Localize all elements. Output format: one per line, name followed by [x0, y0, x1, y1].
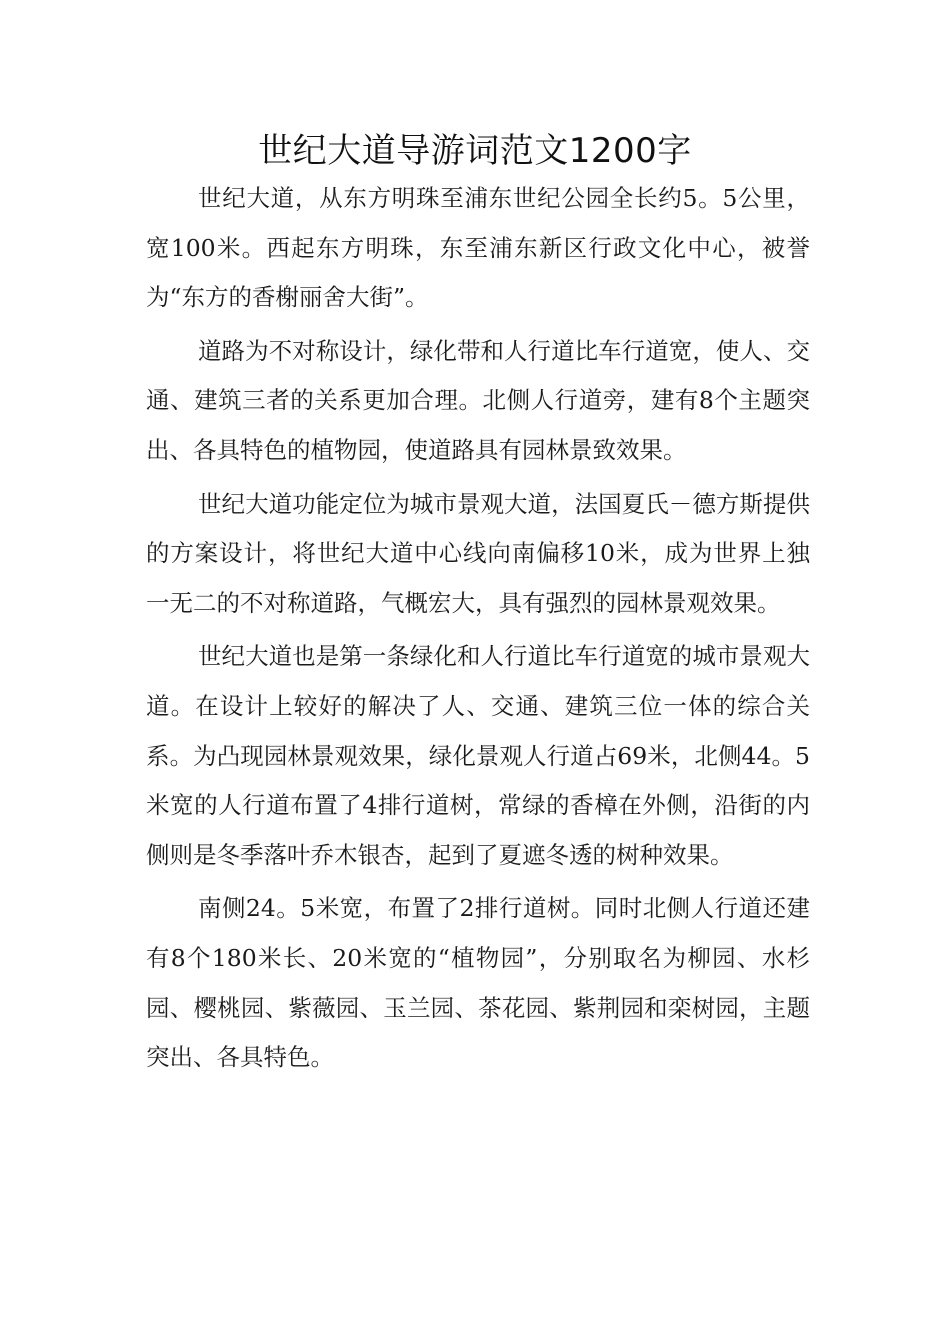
paragraph-2: 道路为不对称设计，绿化带和人行道比车行道宽，使人、交通、建筑三者的关系更加合理。北侧人行道旁，建有8个主题突出、各具特色的植物园，使道路具有园林景致效果。 [146, 336, 810, 464]
paragraph-4: 世纪大道也是第一条绿化和人行道比车行道宽的城市景观大道。在设计上较好的解决了人、交通、建筑三位一体的综合关系。为凸现园林景观效果，绿化景观人行道占69米，北侧44。5米宽的人行道布置了4排行道树，常绿的香樟在外侧，沿街的内侧则是冬季落叶乔木银杏，起到了夏遮冬透的树种效果。 [146, 642, 810, 869]
paragraph-1: 世纪大道，从东方明珠至浦东世纪公园全长约5。5公里，宽100米。西起东方明珠，东至浦东新区行政文化中心，被誉为“东方的香榭丽舍大街”。 [146, 184, 810, 312]
paragraph-3: 世纪大道功能定位为城市景观大道，法国夏氏－德方斯提供的方案设计，将世纪大道中心线向南偏移10米，成为世界上独一无二的不对称道路，气概宏大，具有强烈的园林景观效果。 [146, 489, 810, 617]
paragraph-5: 南侧24。5米宽，布置了2排行道树。同时北侧人行道还建有8个180米长、20米宽的“植物园”，分别取名为柳园、水杉园、樱桃园、紫薇园、玉兰园、茶花园、紫荆园和栾树园，主题突出、各具特色。 [146, 894, 810, 1072]
document-body [146, 174, 810, 1083]
document-title: 世纪大道导游词范文1200字 [258, 131, 692, 171]
